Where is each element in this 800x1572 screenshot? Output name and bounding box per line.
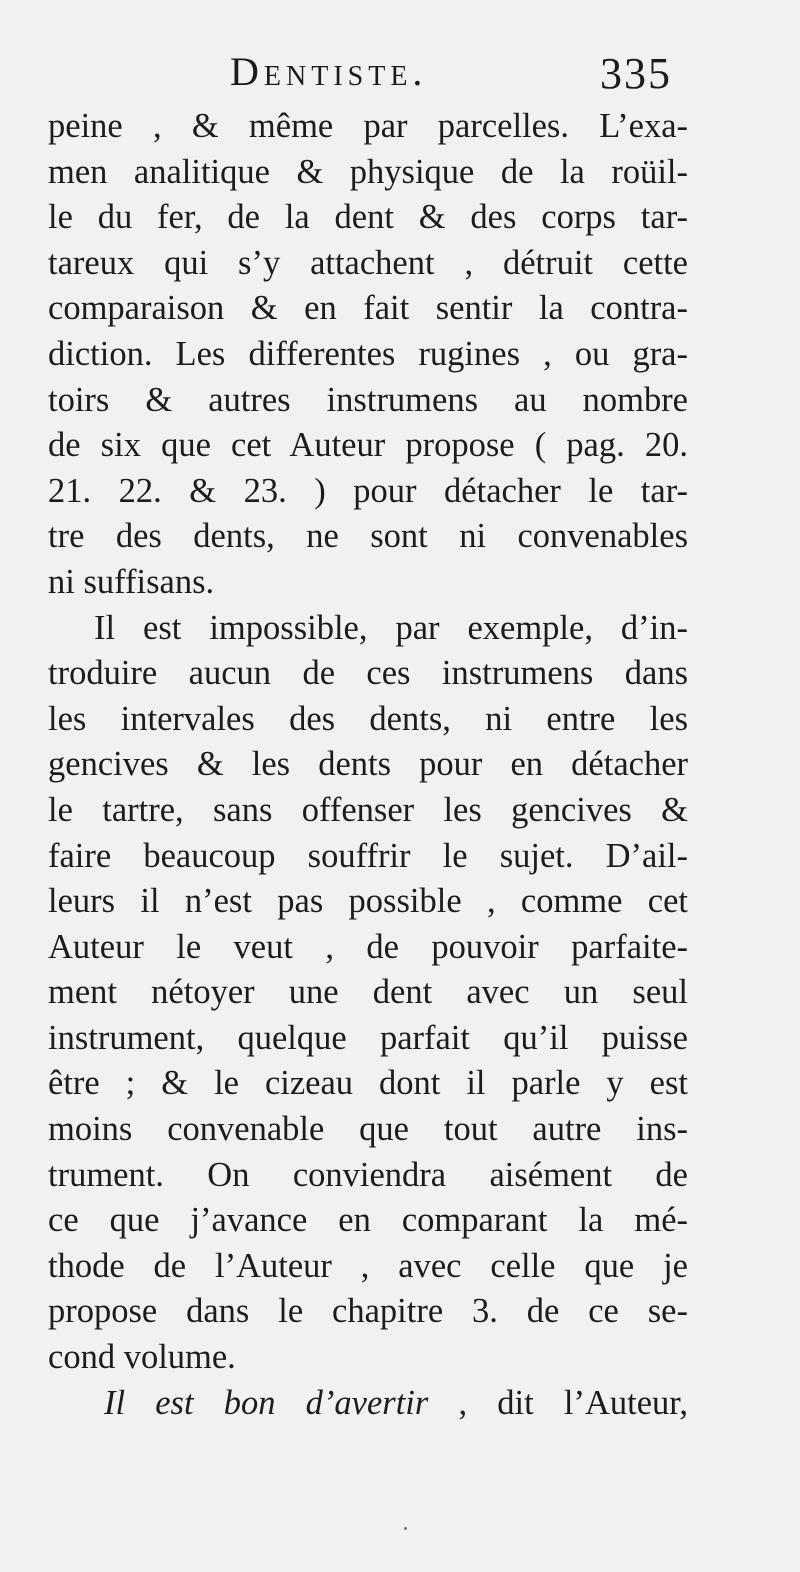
text-line: troduire aucun de ces instrumens dans (48, 654, 688, 693)
text-line: moins convenable que tout autre ins- (48, 1110, 688, 1149)
text-line: le tartre, sans offenser les gencives & (48, 790, 688, 829)
text-line: Il est impossible, par exemple, d’in- (94, 608, 688, 647)
text-line: thode de l’Auteur , avec celle que je (48, 1246, 688, 1285)
text-line: les intervales des dents, ni entre les (48, 699, 688, 738)
text-line: ni suffisans. (48, 562, 215, 601)
text-line: propose dans le chapitre 3. de ce se- (48, 1292, 688, 1331)
running-head: Dentiste. (230, 49, 428, 94)
text-line: tareux qui s’y attachent , détruit cette (48, 243, 688, 282)
paragraph-2 (48, 606, 688, 1381)
text-line: Auteur le veut , de pouvoir parfaite- (48, 927, 688, 966)
text-line: être ; & le cizeau dont il parle y est (48, 1064, 688, 1103)
text-line: toirs & autres instrumens au nombre (48, 380, 688, 419)
text-line: diction. Les differentes rugines , ou gra- (48, 334, 688, 373)
text-line: comparaison & en fait sentir la contra- (48, 289, 688, 328)
text-fragment: , dit l’Auteur, (458, 1383, 688, 1422)
ink-speck (404, 1527, 407, 1530)
text-line: 21. 22. & 23. ) pour détacher le tar- (48, 471, 688, 510)
text-line (48, 1381, 688, 1427)
text-line: instrument, quelque parfait qu’il puisse (48, 1018, 688, 1057)
text-line: tre des dents, ne sont ni convenables (48, 517, 688, 556)
paragraph-1 (48, 104, 688, 606)
text-line: peine , & même par parcelles. L’exa- (48, 107, 688, 145)
page-number: 335 (600, 49, 672, 98)
text-line: le du fer, de la dent & des corps tar- (48, 198, 688, 237)
paragraph-3 (48, 1381, 688, 1427)
body-text (48, 104, 688, 1426)
text-line: faire beaucoup souffrir le sujet. D’ail- (48, 836, 688, 875)
text-line: leurs il n’est pas possible , comme cet (48, 882, 688, 921)
text-line: ment nétoyer une dent avec un seul (48, 973, 688, 1012)
text-line: trument. On conviendra aisément de (48, 1155, 688, 1194)
italic-quote: Il est bon d’avertir (104, 1383, 429, 1422)
text-line: de six que cet Auteur propose ( pag. 20. (48, 426, 688, 465)
text-line: ce que j’avance en comparant la mé- (48, 1201, 688, 1240)
text-line: men analitique & physique de la roüil- (48, 152, 688, 191)
page-header (0, 46, 800, 106)
text-line: cond volume. (48, 1338, 236, 1377)
text-line: gencives & les dents pour en détacher (48, 745, 688, 784)
